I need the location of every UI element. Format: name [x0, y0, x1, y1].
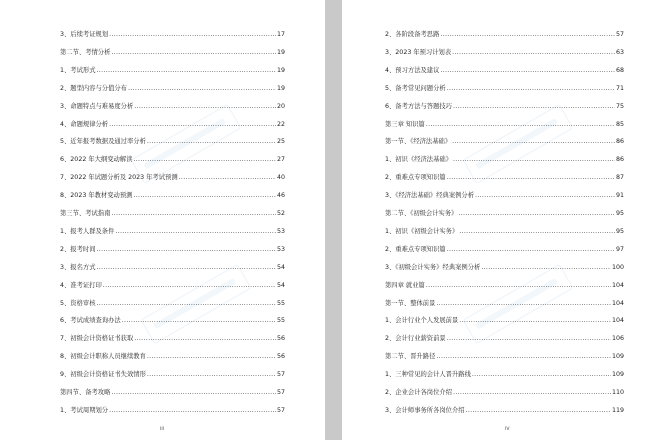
toc-entry-page-number: 71: [615, 84, 624, 92]
toc-entry-page-number: 57: [276, 389, 285, 396]
toc-entry[interactable]: [385, 120, 624, 129]
toc-entry-title: 第一节、《经济法基础》: [385, 138, 452, 146]
toc-entry[interactable]: [385, 316, 624, 325]
toc-entry-page-number: 54: [276, 281, 285, 289]
toc-entry-title: 5、备考常见问题分析: [385, 84, 446, 92]
toc-entry-page-number: 57: [615, 31, 624, 38]
toc-entry-page-number: 95: [615, 210, 624, 217]
dot-leader: [475, 191, 615, 200]
toc-entry-title: 第一节、整体前景: [385, 299, 436, 307]
toc-entry-title: 6、备考方法与答题技巧: [385, 102, 452, 110]
toc-entry[interactable]: [60, 281, 285, 290]
dot-leader: [97, 263, 276, 272]
dot-leader: [447, 84, 615, 93]
toc-entry-page-number: 27: [276, 156, 285, 164]
toc-entry[interactable]: [385, 102, 624, 111]
toc-entry[interactable]: [60, 120, 285, 129]
toc-entry-page-number: 86: [615, 156, 624, 164]
toc-entry[interactable]: [60, 406, 285, 415]
toc-entry-title: 1、三种常见的会计人晋升路线: [385, 371, 471, 379]
toc-entry[interactable]: [385, 137, 624, 146]
toc-entry-page-number: 104: [611, 281, 624, 289]
toc-entry-title: 2、会计行业薪资前景: [385, 335, 446, 343]
toc-entry-title: 7、2022 年试题分析及 2023 年考试预测: [60, 174, 178, 182]
dot-leader: [447, 173, 615, 182]
toc-entry-page-number: 95: [615, 227, 624, 235]
dot-leader: [440, 30, 615, 39]
dot-leader: [436, 352, 611, 361]
toc-entry-page-number: 22: [276, 120, 285, 128]
toc-entry-page-number: 106: [611, 335, 624, 343]
toc-entry[interactable]: [385, 263, 624, 272]
toc-entry-title: 2、企业会计各岗位介绍: [385, 389, 452, 396]
toc-entry-page-number: 91: [615, 192, 624, 200]
toc-entry-page-number: 20: [276, 102, 285, 110]
dot-leader: [453, 102, 615, 111]
toc-entry-title: 3、2023 年预习计划表: [385, 48, 452, 56]
toc-entry-title: 9、初级会计资格证书失效情形: [60, 371, 146, 379]
toc-entry-title: 第四节、备考攻略: [60, 389, 111, 396]
dot-leader: [97, 245, 276, 254]
toc-entry-page-number: 97: [615, 245, 624, 253]
dot-leader: [147, 352, 276, 361]
toc-entry-page-number: 56: [276, 335, 285, 343]
dot-leader: [426, 281, 611, 290]
dot-leader: [458, 209, 615, 218]
page-number: III: [160, 427, 164, 432]
toc-entry-page-number: 53: [276, 245, 285, 253]
toc-entry-title: 4、准考证打印: [60, 281, 102, 289]
toc-entry-page-number: 110: [611, 389, 624, 396]
toc-entry[interactable]: [60, 370, 285, 379]
toc-entry[interactable]: [60, 84, 285, 93]
toc-entry[interactable]: [60, 316, 285, 325]
toc-entry-page-number: 57: [276, 371, 285, 379]
toc-entry[interactable]: [60, 102, 285, 111]
dot-leader: [452, 137, 615, 146]
toc-entry-page-number: 19: [276, 84, 285, 92]
toc-entry-title: 6、2022 年大纲变动解读: [60, 156, 133, 164]
toc-entry-title: 3、后续考证规划: [60, 31, 109, 38]
dot-leader: [133, 191, 276, 200]
dot-leader: [436, 299, 611, 308]
toc-entry[interactable]: [385, 155, 624, 164]
dot-leader: [459, 316, 611, 325]
toc-entry-page-number: 109: [611, 371, 624, 379]
toc-entry[interactable]: [385, 406, 624, 415]
toc-entry-title: 2、题型内容与分值分布: [60, 84, 127, 92]
toc-entry[interactable]: [60, 173, 285, 182]
toc-entry[interactable]: [60, 155, 285, 164]
toc-entry-page-number: 56: [276, 353, 285, 361]
toc-entry-title: 2、各阶段备考思路: [385, 31, 440, 38]
toc-entry-page-number: 19: [276, 48, 285, 56]
toc-entry[interactable]: [385, 227, 624, 236]
toc-entry[interactable]: [385, 388, 624, 397]
toc-entry-page-number: 55: [276, 317, 285, 325]
dot-leader: [426, 120, 615, 129]
toc-entry-page-number: 85: [615, 120, 624, 128]
toc-entry-title: 第二节、考情分析: [60, 48, 111, 56]
toc-entry[interactable]: [385, 299, 624, 308]
toc-entry[interactable]: [60, 209, 285, 218]
toc-entry-title: 3、《经济法基础》经典案例分析: [385, 192, 475, 200]
toc-entry-title: 1、报考人群及条件: [60, 227, 115, 235]
toc-entry[interactable]: [385, 48, 624, 57]
dot-leader: [97, 299, 276, 308]
toc-entry[interactable]: [60, 388, 285, 397]
dot-leader: [128, 84, 276, 93]
toc-entry[interactable]: [60, 227, 285, 236]
toc-entry-title: 2、重难点专项知识篇: [385, 174, 446, 182]
toc-entry-page-number: 68: [615, 66, 624, 74]
dot-leader: [109, 30, 276, 39]
toc-entry-title: 第三章 知识篇: [385, 120, 425, 128]
dot-leader: [111, 48, 276, 57]
toc-entry-page-number: 104: [611, 299, 624, 307]
toc-entry-title: 5、近年报考数据及通过率分析: [60, 138, 146, 146]
toc-entry-page-number: 54: [276, 263, 285, 271]
toc-entry[interactable]: [60, 66, 285, 75]
toc-entry[interactable]: [60, 30, 285, 39]
toc-entry[interactable]: [385, 173, 624, 182]
page-number: IV: [505, 427, 510, 432]
toc-entry-title: 4、预习方法及建议: [385, 66, 440, 74]
right-page: [342, 0, 670, 440]
toc-entry[interactable]: [385, 281, 624, 290]
dot-leader: [147, 137, 276, 146]
toc-entry-title: 4、命题规律分析: [60, 120, 109, 128]
toc-entry[interactable]: [60, 263, 285, 272]
toc-entry-page-number: 63: [615, 48, 624, 56]
toc-entry[interactable]: [60, 299, 285, 308]
toc-entry-page-number: 57: [276, 406, 285, 414]
dot-leader: [447, 334, 611, 343]
dot-leader: [147, 370, 276, 379]
dot-leader: [453, 388, 611, 397]
toc-entry-title: 3、会计师事务所各岗位介绍: [385, 406, 465, 414]
toc-entry-title: 1、初识《初级会计实务》: [385, 227, 459, 235]
toc-entry-page-number: 86: [615, 138, 624, 146]
toc-entry[interactable]: [385, 84, 624, 93]
toc-entry-page-number: 87: [615, 174, 624, 182]
toc-entry-title: 第二节、晋升路径: [385, 353, 436, 361]
dot-leader: [134, 334, 276, 343]
toc-entry-title: 5、资格审核: [60, 299, 96, 307]
dot-leader: [472, 370, 611, 379]
toc-entry-title: 8、初级会计职称人员继续教育: [60, 353, 146, 361]
toc-entry-title: 第四章 就业篇: [385, 281, 425, 289]
toc-entry-title: 2、重难点专项知识篇: [385, 245, 446, 253]
toc-entry[interactable]: [385, 191, 624, 200]
toc-entry-title: 7、初级会计资格证书获取: [60, 335, 134, 343]
toc-entry-title: 1、考试形式: [60, 66, 96, 74]
toc-entry[interactable]: [60, 48, 285, 57]
toc-entry-title: 6、考试成绩查询办法: [60, 317, 121, 325]
toc-entry[interactable]: [60, 334, 285, 343]
toc-entry[interactable]: [385, 209, 624, 218]
dot-leader: [111, 388, 276, 397]
toc-entry-title: 2、报考时间: [60, 245, 96, 253]
toc-entry[interactable]: [60, 137, 285, 146]
dot-leader: [179, 173, 276, 182]
toc-entry[interactable]: [385, 245, 624, 254]
dot-leader: [111, 209, 276, 218]
toc-entry-page-number: 119: [611, 406, 624, 414]
toc-entry[interactable]: [60, 191, 285, 200]
dot-leader: [466, 406, 611, 415]
toc-entry-title: 8、2023 年教材变动预测: [60, 192, 133, 200]
toc-entry-title: 3、报名方式: [60, 263, 96, 271]
dot-leader: [440, 66, 615, 75]
toc-entry-title: 第三节、考试指南: [60, 210, 111, 217]
toc-entry-page-number: 40: [276, 174, 285, 182]
toc-entry-title: 3、《初级会计实务》经典案例分析: [385, 263, 481, 271]
left-page: [0, 0, 325, 440]
dot-leader: [453, 155, 615, 164]
toc-entry[interactable]: [385, 352, 624, 361]
dot-leader: [122, 316, 276, 325]
toc-entry-page-number: 52: [276, 210, 285, 217]
toc-entry-title: 1、初识《经济法基础》: [385, 156, 452, 164]
toc-entry-page-number: 104: [611, 317, 624, 325]
dot-leader: [97, 66, 276, 75]
dot-leader: [109, 406, 276, 415]
toc-entry-page-number: 25: [276, 138, 285, 146]
toc-entry[interactable]: [385, 370, 624, 379]
toc-entry-title: 1、考试周期划分: [60, 406, 109, 414]
toc-entry-title: 3、命题特点与难易度分析: [60, 102, 134, 110]
toc-entry-page-number: 17: [276, 31, 285, 38]
toc-entry-page-number: 19: [276, 66, 285, 74]
toc-entry-title: 第二节、《初级会计实务》: [385, 210, 458, 217]
dot-leader: [109, 120, 276, 129]
toc-entry-page-number: 109: [611, 353, 624, 361]
toc-entry-page-number: 75: [615, 102, 624, 110]
dot-leader: [459, 227, 615, 236]
toc-entry-page-number: 100: [611, 263, 624, 271]
dot-leader: [452, 48, 615, 57]
toc-entry[interactable]: [60, 352, 285, 361]
toc-entry[interactable]: [385, 66, 624, 75]
toc-entry[interactable]: [60, 245, 285, 254]
toc-entry[interactable]: [385, 30, 624, 39]
dot-leader: [103, 281, 276, 290]
dot-leader: [481, 263, 611, 272]
toc-entry[interactable]: [385, 334, 624, 343]
dot-leader: [115, 227, 276, 236]
toc-entry-title: 1、会计行业个人发展前景: [385, 317, 459, 325]
toc-entry-page-number: 55: [276, 299, 285, 307]
toc-entry-page-number: 53: [276, 227, 285, 235]
toc-entry-page-number: 46: [276, 192, 285, 200]
dot-leader: [133, 155, 276, 164]
dot-leader: [447, 245, 615, 254]
dot-leader: [134, 102, 276, 111]
